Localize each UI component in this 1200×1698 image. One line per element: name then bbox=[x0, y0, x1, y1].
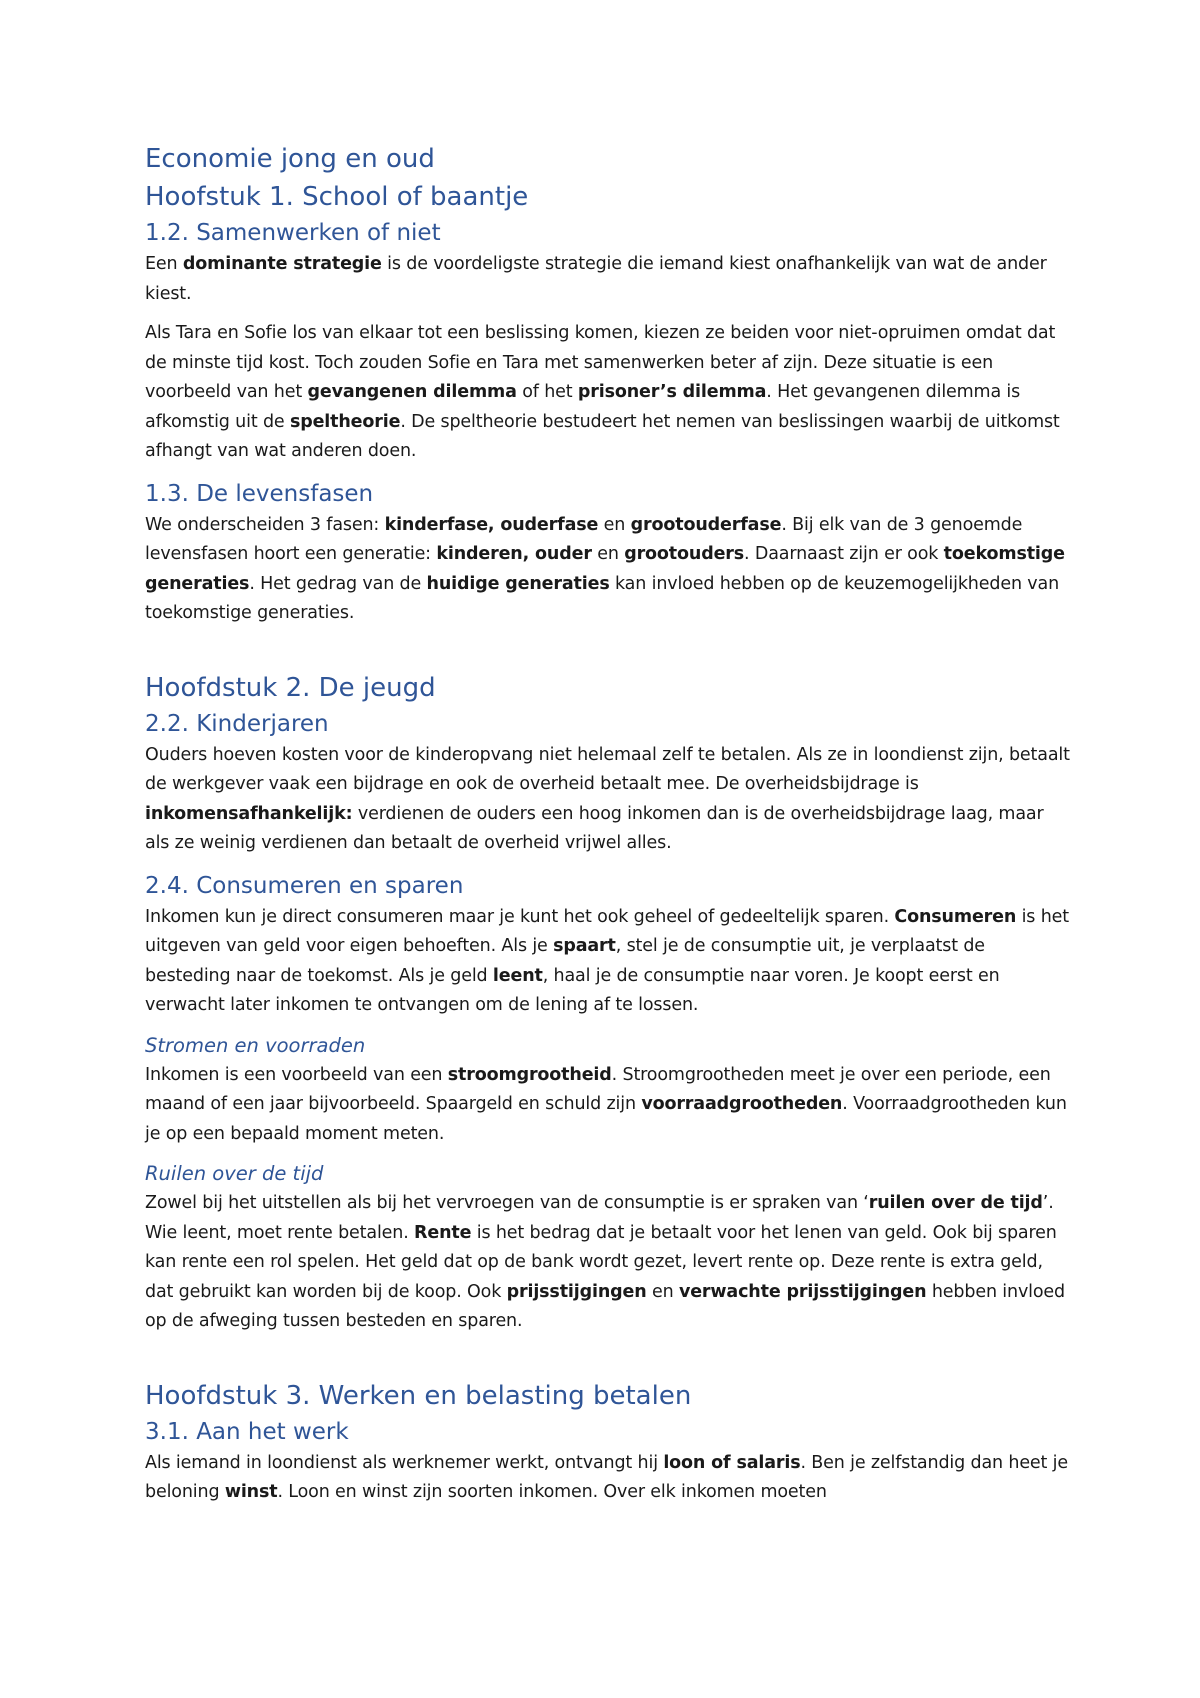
bold-term: dominante strategie bbox=[182, 254, 382, 274]
document-page bbox=[145, 140, 1070, 1518]
text-run: . Het gevangenen dilemma is afkomstig uit de bbox=[145, 382, 1021, 432]
text-run: Een bbox=[145, 254, 183, 274]
text-run: en bbox=[598, 514, 631, 535]
text-run: Inkomen is een voorbeeld van een bbox=[145, 1064, 448, 1085]
bold-term: grootouderfase bbox=[630, 514, 782, 535]
text-run: ’. Wie leent, moet rente betalen. bbox=[145, 1193, 1054, 1243]
text-run: Als Tara en Sofie los van elkaar tot een beslissing komen, kiezen ze beiden voor niet-opruimen omdat dat de minste tijd kost. Toch zouden Sofie en Tara met samenwerken beter af zijn. Deze situatie is een voorbeeld van het bbox=[145, 323, 1056, 402]
text-run: is het bedrag dat je betaalt voor het lenen van geld. Ook bij sparen kan rente een rol spelen. Het geld dat op de bank wordt gezet, levert rente op. Deze rente is extra geld, dat gebruikt kan worden bij de koop. Ook bbox=[145, 1222, 1057, 1302]
text-run: en bbox=[646, 1281, 679, 1302]
bold-term: loon of salaris bbox=[663, 1452, 801, 1473]
text-run: . De speltheorie bestudeert het nemen van beslissingen waarbij de uitkomst afhangt van wat anderen doen. bbox=[145, 411, 1060, 461]
text-run: verdienen de ouders een hoog inkomen dan is de overheidsbijdrage laag, maar als ze weinig verdienen dan betaalt de overheid vrijwel alles. bbox=[145, 803, 1044, 853]
text-run: Ouders hoeven kosten voor de kinderopvang niet helemaal zelf te betalen. Als ze in loondienst zijn, betaalt de werkgever vaak een bijdrage en ook de overheid betaalt mee. De overheidsbijdrage is bbox=[145, 744, 1070, 794]
text-run: . Stroomgrootheden meet je over een periode, een maand of een jaar bijvoorbeeld. Spaargeld en schuld zijn bbox=[145, 1064, 1051, 1114]
text-run: Inkomen kun je direct consumeren maar je kunt het ook geheel of gedeeltelijk sparen. bbox=[145, 906, 895, 927]
subsection-ruilen-heading: Ruilen over de tijd bbox=[145, 1162, 324, 1185]
subsection-stromen-paragraph bbox=[145, 1061, 1070, 1150]
section-2-2-paragraph-1 bbox=[145, 741, 1070, 859]
text-run: , haal je de consumptie naar voren. Je koopt eerst en verwacht later inkomen te ontvangen om de lening af te lossen. bbox=[145, 965, 1000, 1015]
text-run: . Het gedrag van de bbox=[249, 573, 427, 594]
chapter-2-heading: Hoofdstuk 2. De jeugd bbox=[145, 672, 436, 703]
bold-term: speltheorie bbox=[289, 411, 401, 432]
text-run: . Loon en winst zijn soorten inkomen. Over elk inkomen moeten bbox=[277, 1482, 827, 1502]
bold-term: prisoner’s dilemma bbox=[577, 382, 767, 402]
bold-term: kinderfase, ouderfase bbox=[384, 514, 599, 535]
section-1-2-paragraph-2 bbox=[145, 319, 1070, 467]
section-1-2-heading: 1.2. Samenwerken of niet bbox=[145, 220, 441, 246]
section-1-2-paragraph-1 bbox=[145, 250, 1070, 309]
bold-term: winst bbox=[224, 1482, 278, 1502]
section-2-4-heading: 2.4. Consumeren en sparen bbox=[145, 872, 464, 899]
text-run: Zowel bij het uitstellen als bij het vervroegen van de consumptie is er spraken van ‘ bbox=[145, 1193, 869, 1213]
text-run: of het bbox=[516, 382, 578, 402]
text-run: We onderscheiden 3 fasen: bbox=[145, 514, 385, 535]
chapter-1-heading: Hoofstuk 1. School of baantje bbox=[145, 182, 529, 212]
section-2-2-heading: 2.2. Kinderjaren bbox=[145, 710, 329, 737]
text-run: en bbox=[591, 544, 625, 564]
bold-term: kinderen, ouder bbox=[436, 544, 592, 564]
bold-term: inkomensafhankelijk: bbox=[145, 803, 353, 824]
text-run: . Ben je zelfstandig dan heet je beloning bbox=[145, 1452, 1069, 1502]
text-run: . Voorraadgrootheden kun je op een bepaald moment meten. bbox=[145, 1094, 1067, 1144]
bold-term: voorraadgrootheden bbox=[641, 1094, 843, 1114]
bold-term: Rente bbox=[414, 1222, 472, 1243]
section-2-4-paragraph-1 bbox=[145, 903, 1070, 1021]
chapter-3-heading: Hoofdstuk 3. Werken en belasting betalen bbox=[145, 1380, 692, 1411]
bold-term: grootouders bbox=[624, 544, 745, 564]
section-1-3-heading: 1.3. De levensfasen bbox=[145, 480, 374, 507]
bold-term: Consumeren bbox=[894, 906, 1017, 927]
section-3-1-heading: 3.1. Aan het werk bbox=[145, 1418, 349, 1445]
text-run: , stel je de consumptie uit, je verplaatst de besteding naar de toekomst. Als je geld bbox=[145, 936, 985, 986]
text-run: . Bij elk van de 3 genoemde levensfasen hoort een generatie: bbox=[145, 514, 1023, 564]
bold-term: ruilen over de tijd bbox=[868, 1193, 1043, 1213]
bold-term: spaart bbox=[553, 936, 616, 956]
bold-term: huidige generaties bbox=[426, 573, 610, 594]
document-title: Economie jong en oud bbox=[145, 144, 435, 174]
section-3-1-paragraph-1 bbox=[145, 1449, 1070, 1508]
bold-term: prijsstijgingen bbox=[506, 1281, 647, 1302]
subsection-stromen-heading: Stromen en voorraden bbox=[145, 1033, 366, 1057]
bold-term: leent bbox=[492, 965, 543, 986]
text-run: is het uitgeven van geld voor eigen behoeften. Als je bbox=[145, 906, 1069, 956]
text-run: kan invloed hebben op de keuzemogelijkheden van toekomstige generaties. bbox=[145, 573, 1060, 623]
section-1-3-paragraph-1 bbox=[145, 511, 1070, 629]
bold-term: stroomgrootheid bbox=[447, 1064, 612, 1085]
text-run: Als iemand in loondienst als werknemer werkt, ontvangt hij bbox=[145, 1452, 664, 1473]
text-run: is de voordeligste strategie die iemand kiest onafhankelijk van wat de ander kiest. bbox=[145, 254, 1047, 304]
subsection-ruilen-paragraph bbox=[145, 1189, 1070, 1337]
text-run: . Daarnaast zijn er ook bbox=[744, 544, 944, 564]
bold-term: verwachte prijsstijgingen bbox=[678, 1281, 927, 1302]
bold-term: gevangenen dilemma bbox=[307, 382, 517, 402]
text-run: hebben invloed op de afweging tussen besteden en sparen. bbox=[145, 1281, 1065, 1331]
bold-term: toekomstige generaties bbox=[145, 544, 1065, 594]
